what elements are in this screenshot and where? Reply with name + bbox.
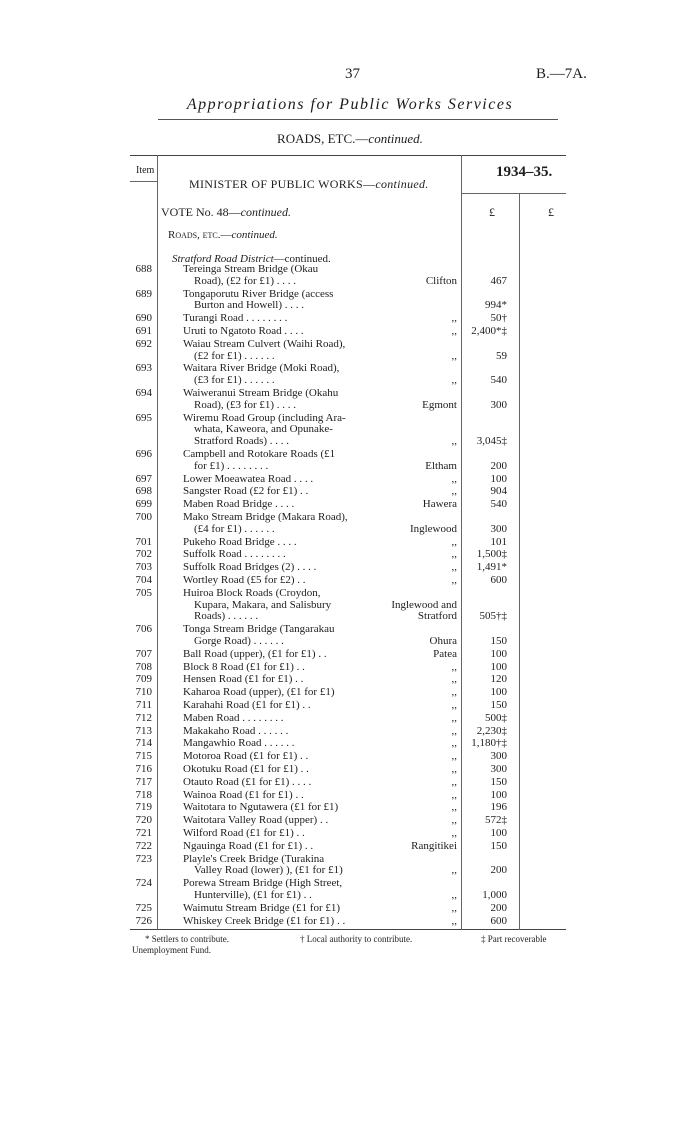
- location: ,,: [451, 699, 457, 711]
- amount: 100: [490, 827, 507, 839]
- item-description: [183, 815, 371, 827]
- description-line: Gorge Road) . . . . . .: [194, 635, 284, 647]
- location: ,,: [451, 686, 457, 699]
- item-number: 699: [135, 498, 152, 511]
- item-description: [183, 264, 371, 288]
- footnote-unemployment: Unemployment Fund.: [132, 945, 211, 955]
- footnote-local-authority: † Local authority to contribute.: [300, 934, 413, 944]
- location-continued: Stratford: [417, 610, 457, 623]
- ministry-main: MINISTER OF PUBLIC WORKS—: [189, 177, 376, 191]
- item-description: [183, 537, 371, 549]
- item-description: [183, 903, 371, 915]
- item-description: [183, 777, 371, 789]
- item-number: 716: [135, 763, 152, 775]
- amount: 100: [490, 472, 507, 485]
- description-line: Tongaporutu River Bridge (access: [183, 288, 334, 300]
- column-divider-item: [157, 155, 158, 930]
- description-line: Pukeho Road Bridge . . . .: [183, 536, 297, 548]
- location: ,,: [451, 574, 457, 586]
- item-number: 688: [135, 263, 152, 275]
- description-line: (£3 for £1) . . . . . .: [194, 375, 275, 387]
- amount: 150: [490, 699, 507, 711]
- item-number: 717: [135, 775, 152, 788]
- item-number: 720: [135, 814, 152, 827]
- description-line: Maben Road Bridge . . . .: [183, 499, 295, 511]
- location: ,,: [451, 435, 457, 448]
- item-number: 718: [135, 788, 152, 801]
- location: Clifton: [425, 274, 457, 287]
- item-number: 709: [135, 673, 152, 686]
- description-line: Wiremu Road Group (including Ara-: [183, 412, 346, 424]
- item-description: [183, 916, 371, 928]
- item-description: [183, 512, 371, 536]
- description-line: Huiroa Block Roads (Croydon,: [183, 587, 321, 599]
- item-number: 706: [135, 623, 152, 636]
- location: ,,: [451, 535, 457, 548]
- item-description: [183, 363, 371, 387]
- roads-main: Roads, etc.—: [168, 229, 232, 241]
- description-line: Suffolk Road Bridges (2) . . . .: [183, 562, 317, 574]
- location: ,,: [451, 374, 457, 387]
- item-description: [183, 802, 371, 814]
- description-line: Ngauinga Road (£1 for £1) . .: [183, 840, 314, 852]
- district-main: —continued.: [273, 253, 331, 265]
- item-number: 702: [135, 548, 152, 561]
- item-description: [183, 499, 371, 511]
- item-number: 698: [135, 485, 152, 498]
- item-number: 713: [135, 724, 152, 737]
- item-number: 705: [135, 586, 152, 599]
- amount: 904: [490, 485, 507, 498]
- item-description: [183, 700, 371, 712]
- item-number: 712: [135, 711, 152, 724]
- amount: 1,000: [482, 888, 507, 901]
- amount: 50†: [490, 312, 507, 325]
- description-line: Hunterville), (£1 for £1) . .: [194, 889, 312, 901]
- description-line: (£2 for £1) . . . . . .: [194, 350, 275, 362]
- description-line: Valley Road (lower) ), (£1 for £1): [194, 865, 343, 877]
- description-line: Porewa Stream Bridge (High Street,: [183, 878, 343, 890]
- vote-italic: continued.: [240, 205, 291, 219]
- description-line: Waiweranui Stream Bridge (Okahu: [183, 388, 339, 399]
- description-line: Tonga Stream Bridge (Tangarakau: [183, 624, 335, 636]
- item-header-rule: [130, 181, 157, 182]
- amount: 467: [490, 274, 507, 287]
- item-number: 724: [135, 877, 152, 890]
- location: ,,: [451, 724, 457, 737]
- item-description: [183, 726, 371, 738]
- description-line: Wortley Road (£5 for £2) . .: [183, 575, 306, 586]
- item-description: [183, 649, 371, 661]
- item-number: 692: [135, 337, 152, 350]
- amount: 150: [490, 634, 507, 647]
- amount: 300: [490, 522, 507, 535]
- item-number: 694: [135, 387, 152, 399]
- column-divider-location: [461, 155, 462, 930]
- location: ,,: [451, 801, 457, 814]
- location: Inglewood and: [391, 598, 457, 611]
- amount: 1,180†‡: [471, 737, 507, 750]
- location: ,,: [451, 312, 457, 325]
- item-description: [183, 713, 371, 725]
- amount: 3,045‡: [476, 435, 507, 448]
- location: ,,: [451, 349, 457, 362]
- description-line: Wilford Road (£1 for £1) . .: [183, 828, 305, 839]
- currency-header-1: £: [489, 205, 495, 219]
- description-line: Lower Moeawatea Road . . . .: [183, 473, 314, 485]
- amount: 101: [490, 535, 507, 548]
- document-reference: B.—7A.: [536, 66, 587, 82]
- item-description: [183, 588, 371, 623]
- amount: 200: [490, 864, 507, 877]
- description-line: Waitotara Valley Road (upper) . .: [183, 815, 329, 827]
- item-number: 722: [135, 839, 152, 852]
- amount: 200: [490, 459, 507, 472]
- item-number: 689: [135, 287, 152, 300]
- column-divider-amount: [519, 193, 520, 930]
- item-description: [183, 624, 371, 648]
- amount: 100: [490, 788, 507, 801]
- item-description: [183, 289, 371, 313]
- description-line: Waitotara to Ngutawera (£1 for £1): [183, 802, 339, 814]
- description-line: Kupara, Makara, and Salisbury: [194, 599, 332, 611]
- item-description: [183, 790, 371, 802]
- item-description: [183, 313, 371, 325]
- description-line: Waiau Stream Culvert (Waihi Road),: [183, 338, 346, 350]
- item-number: 697: [135, 472, 152, 485]
- location: ,,: [451, 561, 457, 574]
- amount: 300: [490, 398, 507, 411]
- item-description: [183, 562, 371, 574]
- item-description: [183, 486, 371, 498]
- item-column-header: Item: [136, 165, 155, 176]
- item-description: [183, 326, 371, 338]
- location: ,,: [451, 737, 457, 750]
- description-line: Campbell and Rotokare Roads (£1: [183, 449, 336, 460]
- item-number: 726: [135, 914, 152, 927]
- description-line: Whiskey Creek Bridge (£1 for £1) . .: [183, 915, 346, 927]
- item-description: [183, 413, 371, 448]
- description-line: Sangster Road (£2 for £1) . .: [183, 486, 309, 498]
- amount: 300: [490, 750, 507, 763]
- description-line: Playle's Creek Bridge (Turakina: [183, 853, 325, 865]
- description-line: Karahahi Road (£1 for £1) . .: [183, 700, 311, 711]
- item-number: 723: [135, 852, 152, 865]
- page-title: [0, 96, 700, 114]
- year-column-header: 1934–35.: [496, 164, 553, 180]
- amount: 600: [490, 574, 507, 586]
- location: ,,: [451, 864, 457, 877]
- location: ,,: [451, 485, 457, 498]
- location: Patea: [433, 647, 457, 660]
- item-number: 710: [135, 686, 152, 699]
- item-description: [183, 339, 371, 363]
- item-number: 719: [135, 801, 152, 814]
- item-number: 711: [135, 699, 152, 711]
- amount: 540: [490, 498, 507, 511]
- location: ,,: [451, 901, 457, 914]
- item-number: 714: [135, 737, 152, 750]
- description-line: for £1) . . . . . . . .: [194, 460, 269, 472]
- item-number: 691: [135, 325, 152, 337]
- location: ,,: [451, 711, 457, 724]
- footnote-part-recoverable: ‡ Part recoverable: [481, 934, 547, 944]
- subtitle-italic: continued.: [368, 131, 423, 146]
- item-description: [183, 449, 371, 473]
- item-number: 693: [135, 362, 152, 375]
- item-description: [183, 841, 371, 853]
- page-title-text: Appropriations for Public Works Services: [186, 96, 514, 113]
- location: ,,: [451, 548, 457, 561]
- ministry-italic: continued.: [375, 177, 429, 191]
- description-line: Kaharoa Road (upper), (£1 for £1): [183, 687, 335, 699]
- description-line: Uruti to Ngatoto Road . . . .: [183, 326, 304, 337]
- description-line: Hensen Road (£1 for £1) . .: [183, 674, 304, 686]
- description-line: Tereinga Stream Bridge (Okau: [183, 264, 319, 275]
- amount: 1,500‡: [476, 548, 507, 561]
- item-number: 701: [135, 535, 152, 548]
- description-line: Wainoa Road (£1 for £1) . .: [183, 789, 304, 801]
- item-number: 725: [135, 901, 152, 914]
- item-description: [183, 549, 371, 561]
- year-header-rule: [461, 193, 566, 194]
- description-line: Suffolk Road . . . . . . . .: [183, 549, 286, 561]
- vote-main: VOTE No. 48—: [161, 205, 241, 219]
- description-line: Stratford Roads) . . . .: [194, 436, 290, 448]
- amount: 100: [490, 660, 507, 673]
- amount: 994*: [485, 299, 507, 312]
- description-line: Block 8 Road (£1 for £1) . .: [183, 661, 305, 673]
- amount: 505†‡: [479, 610, 507, 623]
- section-subtitle: [0, 131, 700, 147]
- page-number: 37: [345, 66, 360, 82]
- item-number: 704: [135, 574, 152, 586]
- location: ,,: [451, 814, 457, 827]
- amount: 59: [496, 349, 507, 362]
- item-description: [183, 828, 371, 840]
- subtitle-main: ROADS, ETC.—: [277, 131, 369, 146]
- amount: 150: [490, 839, 507, 852]
- item-description: [183, 674, 371, 686]
- location: ,,: [451, 325, 457, 337]
- amount: 540: [490, 374, 507, 387]
- description-line: Okotuku Road (£1 for £1) . .: [183, 764, 309, 775]
- item-description: [183, 474, 371, 486]
- item-number: 690: [135, 312, 152, 325]
- description-line: Waitara River Bridge (Moki Road),: [183, 363, 340, 375]
- description-line: Makakaho Road . . . . . .: [183, 725, 289, 737]
- description-line: Turangi Road . . . . . . . .: [183, 313, 288, 325]
- location: ,,: [451, 888, 457, 901]
- location: Egmont: [422, 398, 457, 411]
- description-line: whata, Kaweora, and Opunake-: [194, 424, 333, 436]
- description-line: Burton and Howell) . . . .: [194, 300, 304, 312]
- footnote-settlers: * Settlers to contribute.: [145, 934, 229, 944]
- description-line: Waimutu Stream Bridge (£1 for £1): [183, 902, 341, 914]
- location: Rangitikei: [411, 839, 457, 852]
- location: ,,: [451, 472, 457, 485]
- amount: 200: [490, 901, 507, 914]
- vote-heading: [161, 205, 291, 220]
- item-number: 703: [135, 561, 152, 574]
- location: Ohura: [429, 634, 457, 647]
- amount: 150: [490, 775, 507, 788]
- location: Eltham: [425, 459, 457, 472]
- item-description: [183, 662, 371, 674]
- district-italic: Stratford Road District: [172, 253, 274, 265]
- amount: 100: [490, 647, 507, 660]
- location: ,,: [451, 673, 457, 686]
- item-description: [183, 751, 371, 763]
- item-number: 715: [135, 750, 152, 763]
- amount: 600: [490, 914, 507, 927]
- item-number: 707: [135, 647, 152, 660]
- description-line: Mangawhio Road . . . . . .: [183, 738, 295, 750]
- currency-header-2: £: [548, 205, 554, 219]
- item-number: 721: [135, 827, 152, 839]
- item-number: 708: [135, 660, 152, 673]
- item-description: [183, 575, 371, 587]
- location: ,,: [451, 775, 457, 788]
- roads-italic: continued.: [231, 229, 278, 241]
- item-description: [183, 687, 371, 699]
- location: ,,: [451, 660, 457, 673]
- description-line: Road), (£3 for £1) . . . .: [194, 399, 297, 411]
- item-description: [183, 854, 371, 878]
- description-line: Otauto Road (£1 for £1) . . . .: [183, 776, 312, 788]
- description-line: Ball Road (upper), (£1 for £1) . .: [183, 648, 327, 660]
- item-number: 696: [135, 448, 152, 460]
- title-rule: [158, 119, 558, 120]
- amount: 100: [490, 686, 507, 699]
- description-line: Road), (£2 for £1) . . . .: [194, 275, 297, 287]
- location: ,,: [451, 827, 457, 839]
- amount: 500‡: [485, 711, 507, 724]
- item-number: 695: [135, 411, 152, 424]
- description-line: Maben Road . . . . . . . .: [183, 712, 284, 724]
- amount: 572‡: [485, 814, 507, 827]
- item-number: 700: [135, 511, 152, 523]
- description-line: Motoroa Road (£1 for £1) . .: [183, 751, 309, 763]
- amount: 120: [490, 673, 507, 686]
- location: ,,: [451, 750, 457, 763]
- location: Hawera: [422, 498, 457, 511]
- amount: 2,400*‡: [471, 325, 507, 337]
- item-description: [183, 738, 371, 750]
- location: ,,: [451, 914, 457, 927]
- amount: 300: [490, 763, 507, 775]
- amount: 2,230‡: [476, 724, 507, 737]
- location: Inglewood: [409, 522, 457, 535]
- amount: 196: [490, 801, 507, 814]
- item-description: [183, 388, 371, 412]
- ministry-heading: [189, 177, 429, 192]
- roads-heading: [168, 229, 278, 241]
- item-description: [183, 764, 371, 776]
- description-line: Mako Stream Bridge (Makara Road),: [183, 512, 348, 523]
- location: ,,: [451, 763, 457, 775]
- description-line: (£4 for £1) . . . . . .: [194, 523, 275, 535]
- item-description: [183, 878, 371, 902]
- location: ,,: [451, 788, 457, 801]
- amount: 1,491*: [476, 561, 507, 574]
- description-line: Roads) . . . . . .: [194, 611, 259, 623]
